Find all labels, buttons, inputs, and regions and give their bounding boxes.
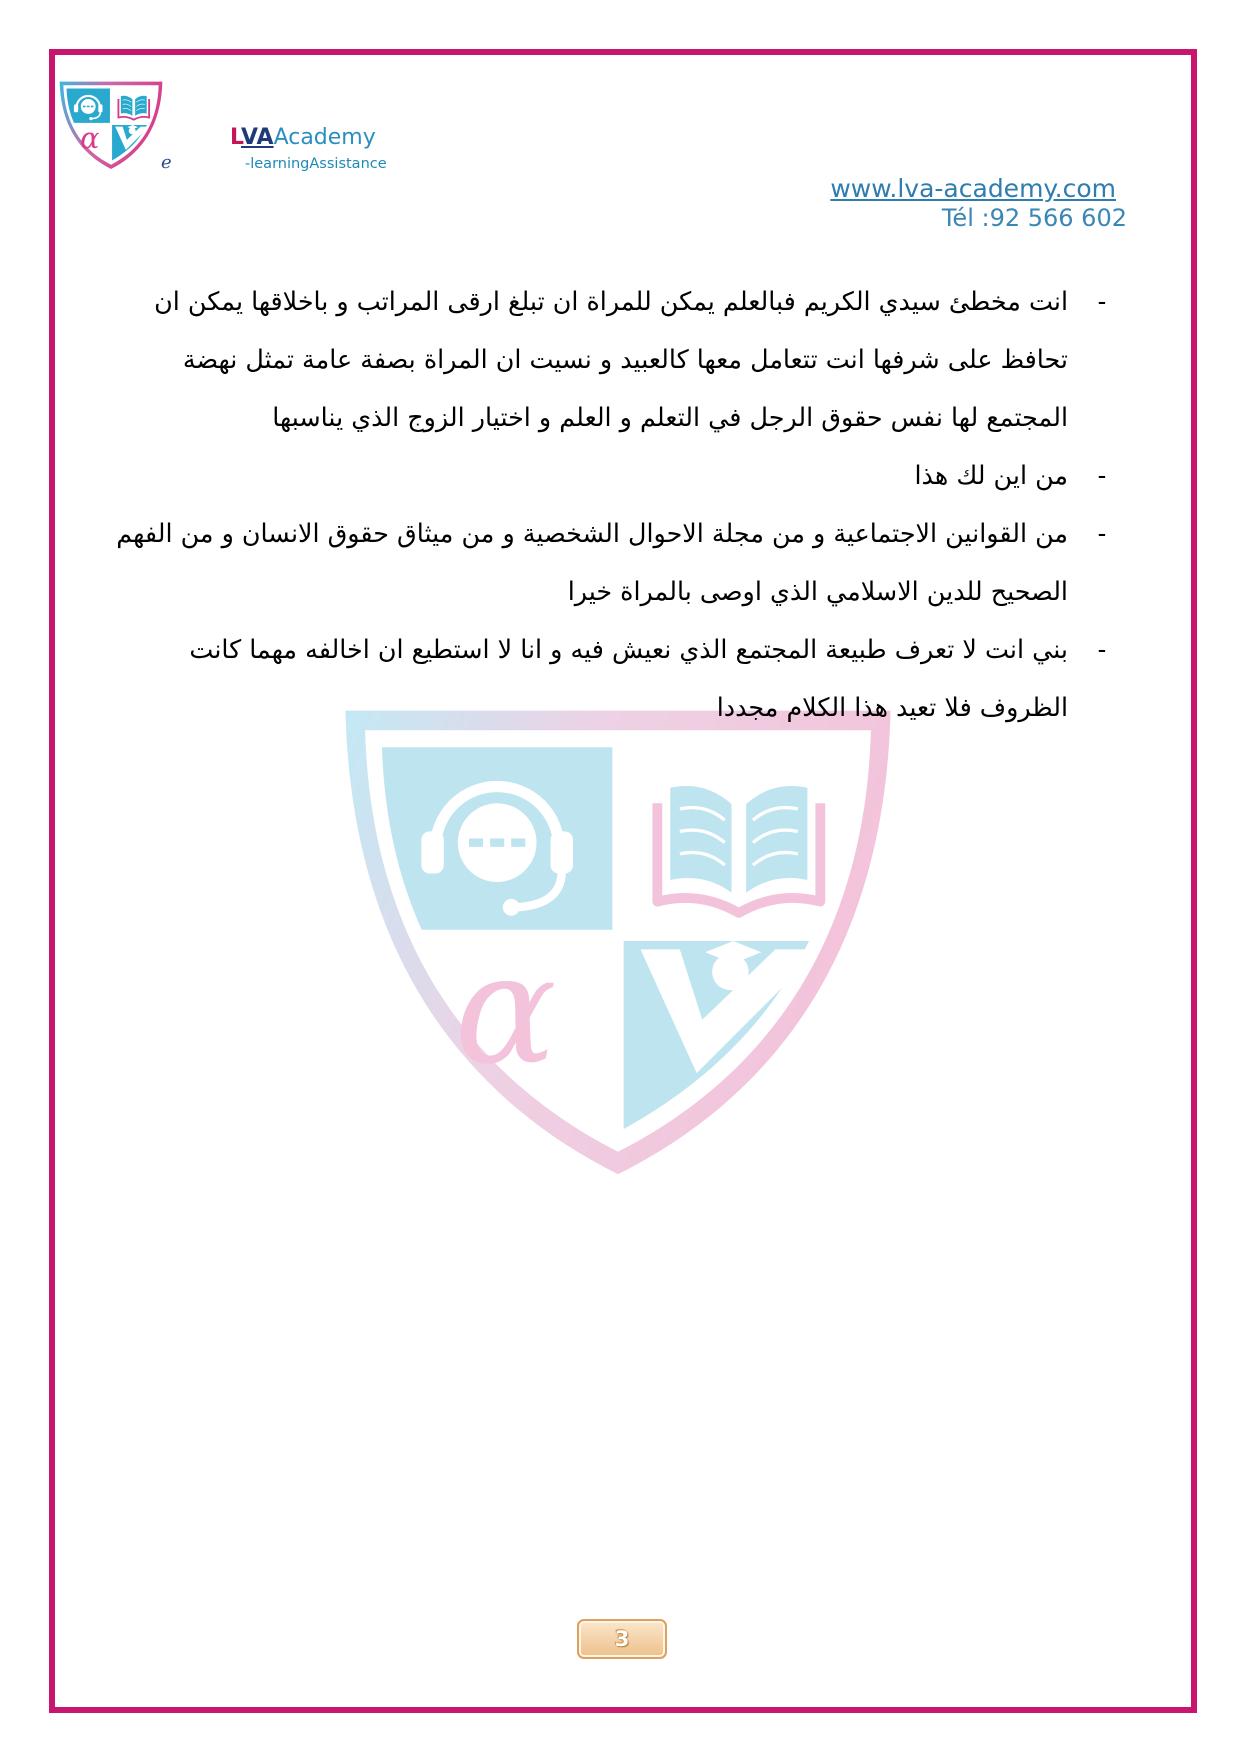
bullet-dash: - — [1097, 518, 1107, 548]
bullet-dash: - — [1097, 460, 1107, 490]
bullet-paragraph — [108, 446, 1107, 504]
page-number: 3 — [614, 1626, 630, 1651]
website-link[interactable]: www.lva-academy.com — [830, 174, 1116, 203]
bullet-dash: - — [1097, 286, 1107, 316]
bullet-paragraph — [108, 504, 1107, 620]
lva-logo — [58, 80, 164, 170]
text-line: تحافظ على شرفها انت تتعامل معها كالعبيد و نسيت ان المراة بصفة عامة تمثل نهضة — [182, 344, 1068, 374]
brand-name-l: L — [230, 125, 241, 150]
text-line: من اين لك هذا — [914, 460, 1068, 490]
logo-shield — [58, 80, 164, 170]
text-line: من القوانين الاجتماعية و من مجلة الاحوال الشخصية و من ميثاق حقوق الانسان و من الفهم — [116, 518, 1068, 548]
brand-tagline: -learningAssistance — [245, 156, 387, 172]
text-line: بني انت لا تعرف طبيعة المجتمع الذي نعيش فيه و انا لا استطيع ان اخالفه مهما كانت — [189, 634, 1068, 664]
text-line: المجتمع لها نفس حقوق الرجل في التعلم و العلم و اختيار الزوج الذي يناسبها — [272, 402, 1068, 432]
text-line: انت مخطئ سيدي الكريم فبالعلم يمكن للمراة ان تبلغ ارقى المراتب و باخلاقها يمكن ان — [154, 286, 1068, 316]
brand-name-va: VA — [241, 125, 274, 150]
bullet-paragraph — [108, 272, 1107, 446]
bullet-dash: - — [1097, 634, 1107, 664]
logo-e-mark: e — [161, 152, 172, 173]
brand-name-academy: Academy — [273, 125, 376, 150]
phone-number: Tél :92 566 602 — [941, 204, 1127, 232]
text-line: الصحيح للدين الاسلامي الذي اوصى بالمراة خيرا — [567, 576, 1068, 606]
bullet-paragraph — [108, 620, 1107, 736]
page-number-badge — [577, 1619, 667, 1659]
document-body — [108, 272, 1107, 736]
brand-name — [230, 127, 376, 149]
text-line: الظروف فلا تعيد هذا الكلام مجددا — [716, 692, 1068, 722]
